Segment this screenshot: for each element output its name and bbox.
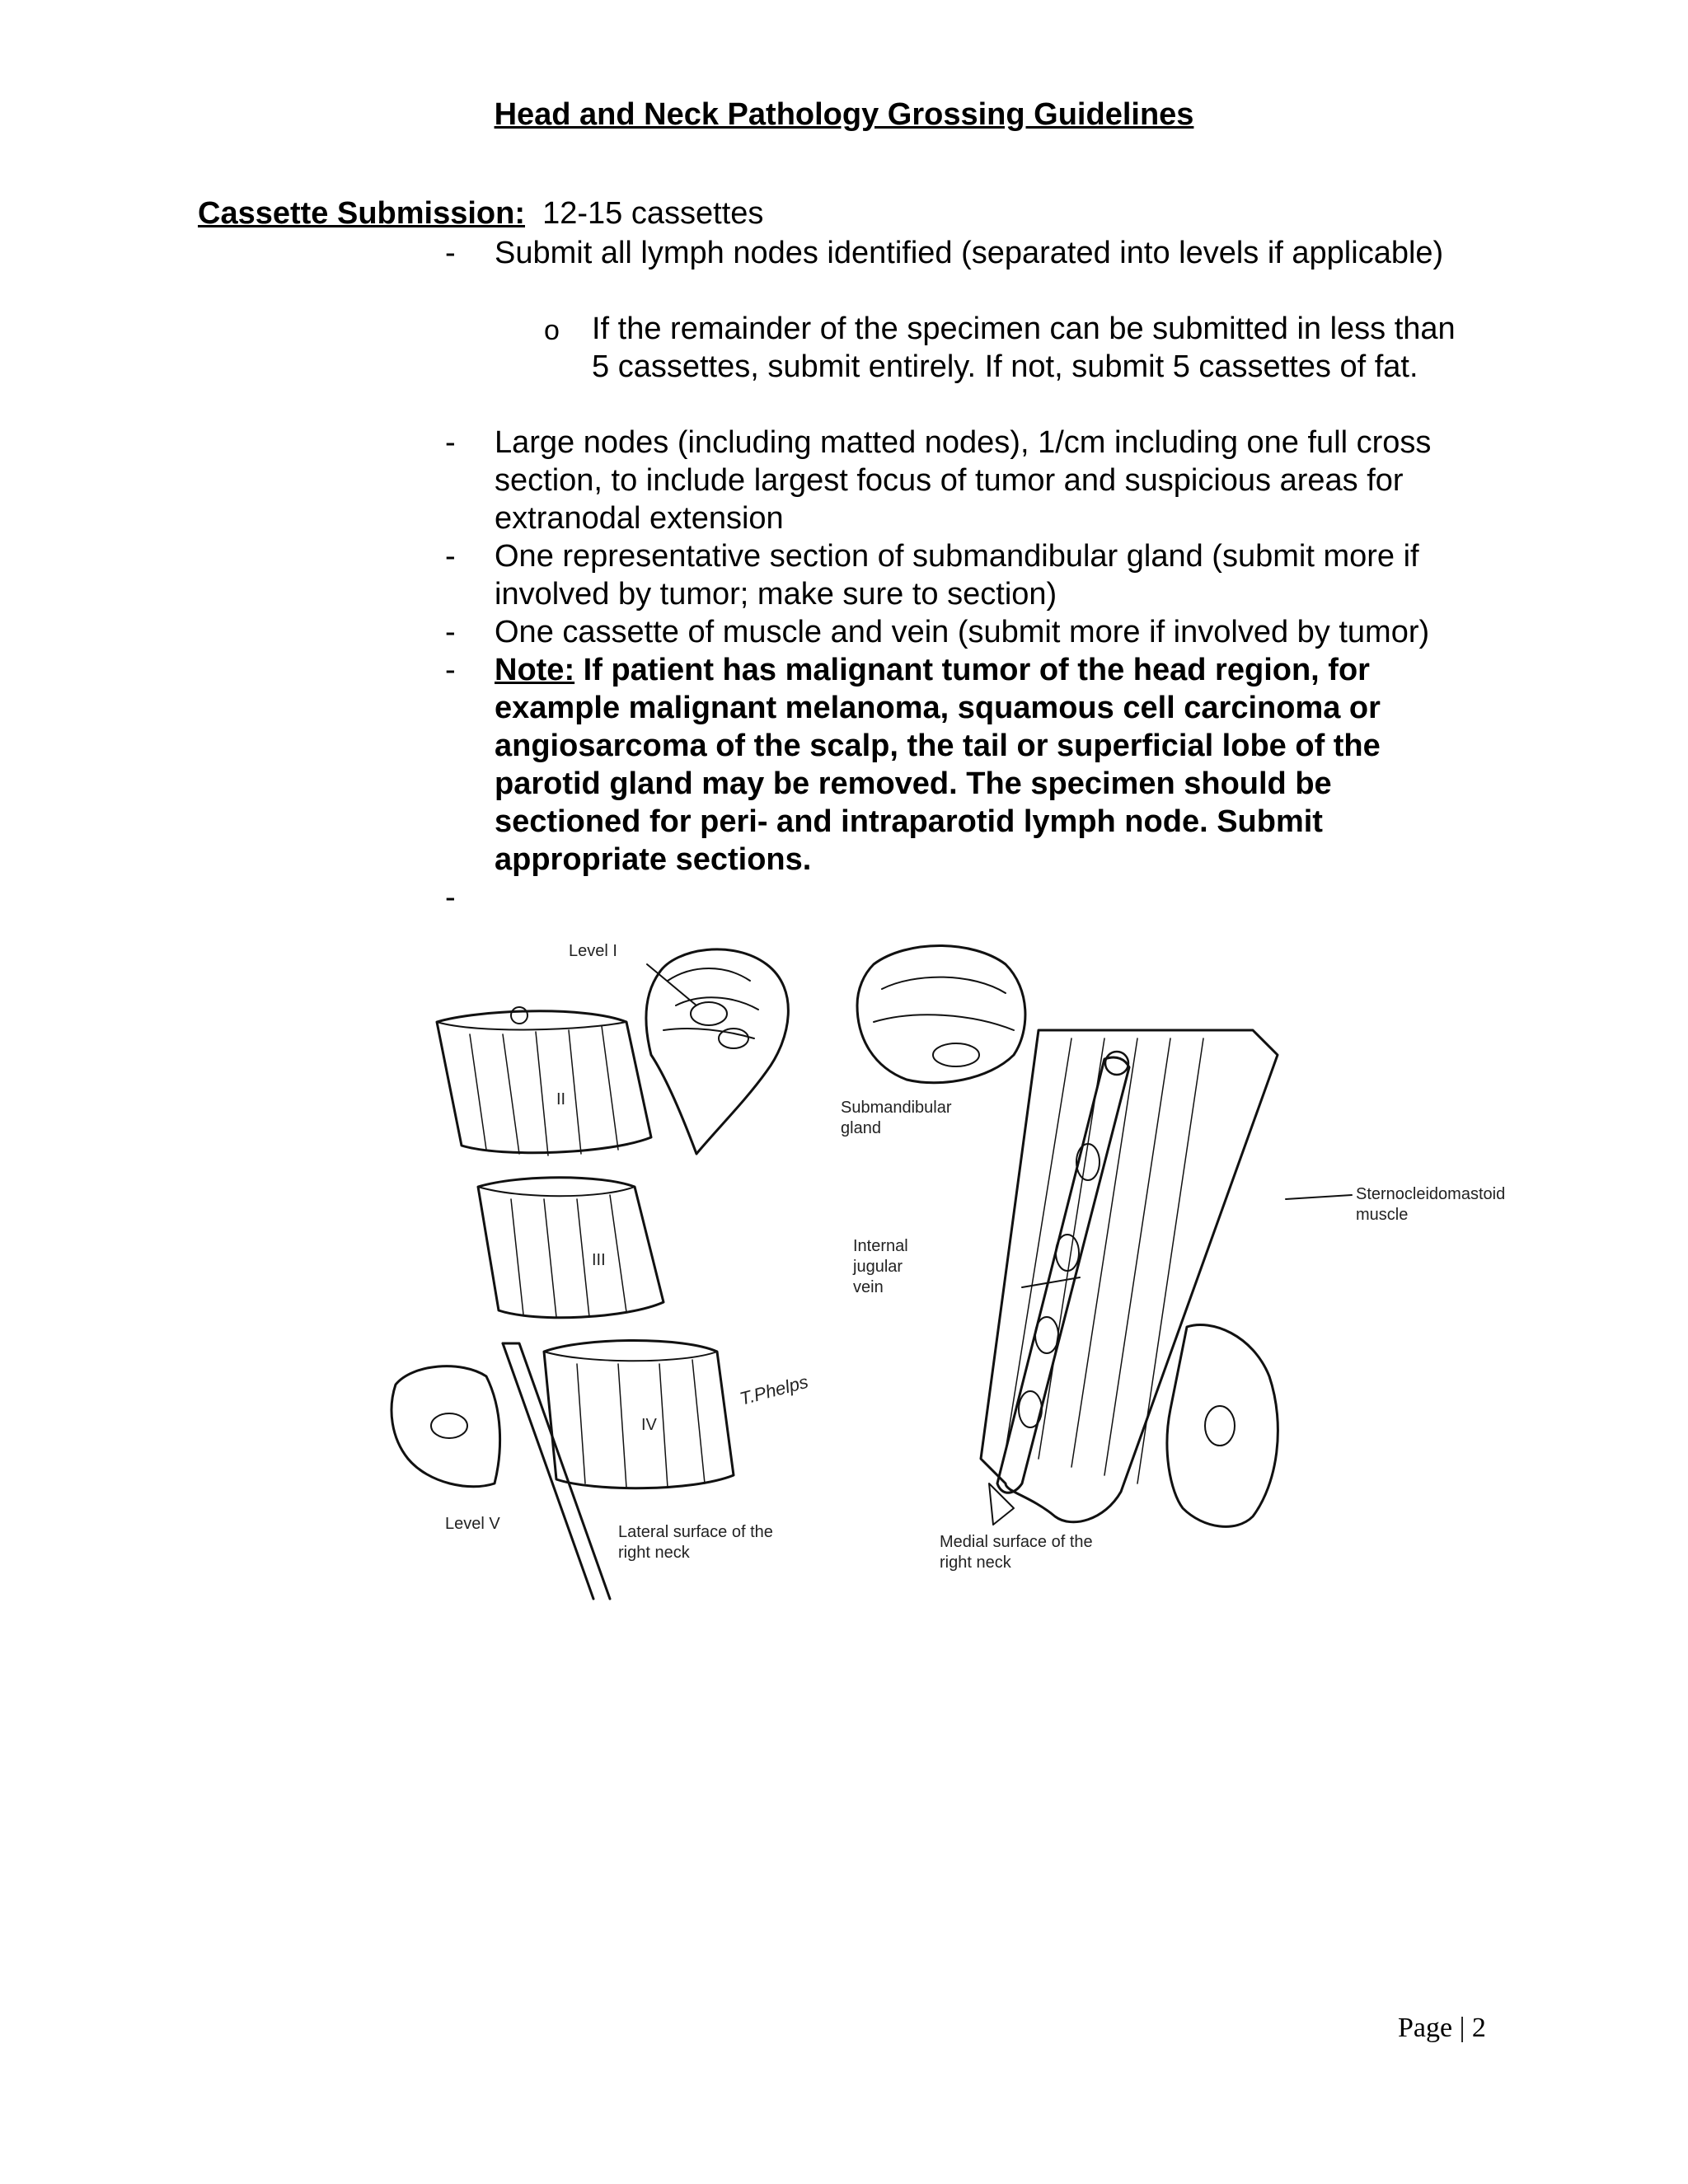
label-level-v: Level V [445,1515,500,1533]
label-ijv-line3: vein [853,1278,884,1296]
bullet-marker: - [445,236,456,270]
label-submandibular-line1: Submandibular [841,1099,952,1117]
label-scm-line2: muscle [1356,1206,1409,1224]
label-lateral-line2: right neck [618,1544,690,1562]
label-submandibular-line2: gland [841,1119,881,1137]
label-scm-line1: Sternocleidomastoid [1356,1185,1506,1203]
bullet-marker: - [445,539,456,574]
cassette-submission-label: Cassette Submission: [198,196,525,231]
level-iv-specimen [544,1341,734,1488]
cassette-submission-value: 12-15 cassettes [542,196,764,231]
bullet-marker: - [445,653,456,687]
level-v-specimen [392,1366,500,1487]
label-medial-line2: right neck [940,1554,1011,1572]
cassette-submission-line [198,196,763,232]
label-medial-line1: Medial surface of the [940,1533,1093,1551]
note-body: If patient has malignant tumor of the head region, for example malignant melanoma, squamous cell carcinoma or angiosarcoma of the scalp, the tail or superficial lobe of the parotid gland may be removed. The specimen should be sectioned for peri- and intraparotid lymph node. Submit appropriate sections. [495,653,1381,877]
label-ijv-line2: jugular [853,1258,903,1276]
note-text [495,651,1484,879]
level-iii-specimen [478,1178,663,1318]
level-ii-specimen [437,1011,651,1153]
page-title: Head and Neck Pathology Grossing Guidelines [494,97,1194,132]
label-level-ii: II [556,1090,566,1108]
bullet-text: Large nodes (including matted nodes), 1/cm including one full cross section, to include largest focus of tumor and suspicious areas for extranodal extension [495,425,1432,536]
artist-signature: T.Phelps [737,1371,811,1409]
page-number: Page | 2 [1398,2013,1486,2043]
neck-dissection-figure [379,915,1506,1582]
sub-bullet-marker: o [544,315,560,346]
note-label: Note: [495,653,575,687]
neck-dissection-illustration [379,915,1506,1582]
bullet-text: One cassette of muscle and vein (submit more if involved by tumor) [495,615,1430,649]
bullet-marker: - [445,880,456,915]
submandibular-gland-illustration [857,946,1025,1083]
internal-jugular-vein-illustration [997,1057,1129,1493]
bullet-text: One representative section of submandibular gland (submit more if involved by tumor; make sure to section) [495,539,1419,612]
bullet-marker: - [445,425,456,460]
label-level-i: Level I [569,942,617,960]
bullet-marker: - [445,615,456,649]
sternocleidomastoid-illustration [981,1030,1278,1522]
label-lateral-line1: Lateral surface of the [618,1523,773,1541]
bullet-text: Submit all lymph nodes identified (separated into levels if applicable) [495,236,1444,270]
lower-fat-illustration [1167,1325,1278,1527]
sub-bullet-text: If the remainder of the specimen can be submitted in less than 5 cassettes, submit entirely. If not, submit 5 cassettes of fat. [592,312,1456,384]
label-level-iii: III [592,1251,606,1269]
label-ijv-line1: Internal [853,1237,908,1255]
label-level-iv: IV [641,1416,657,1434]
